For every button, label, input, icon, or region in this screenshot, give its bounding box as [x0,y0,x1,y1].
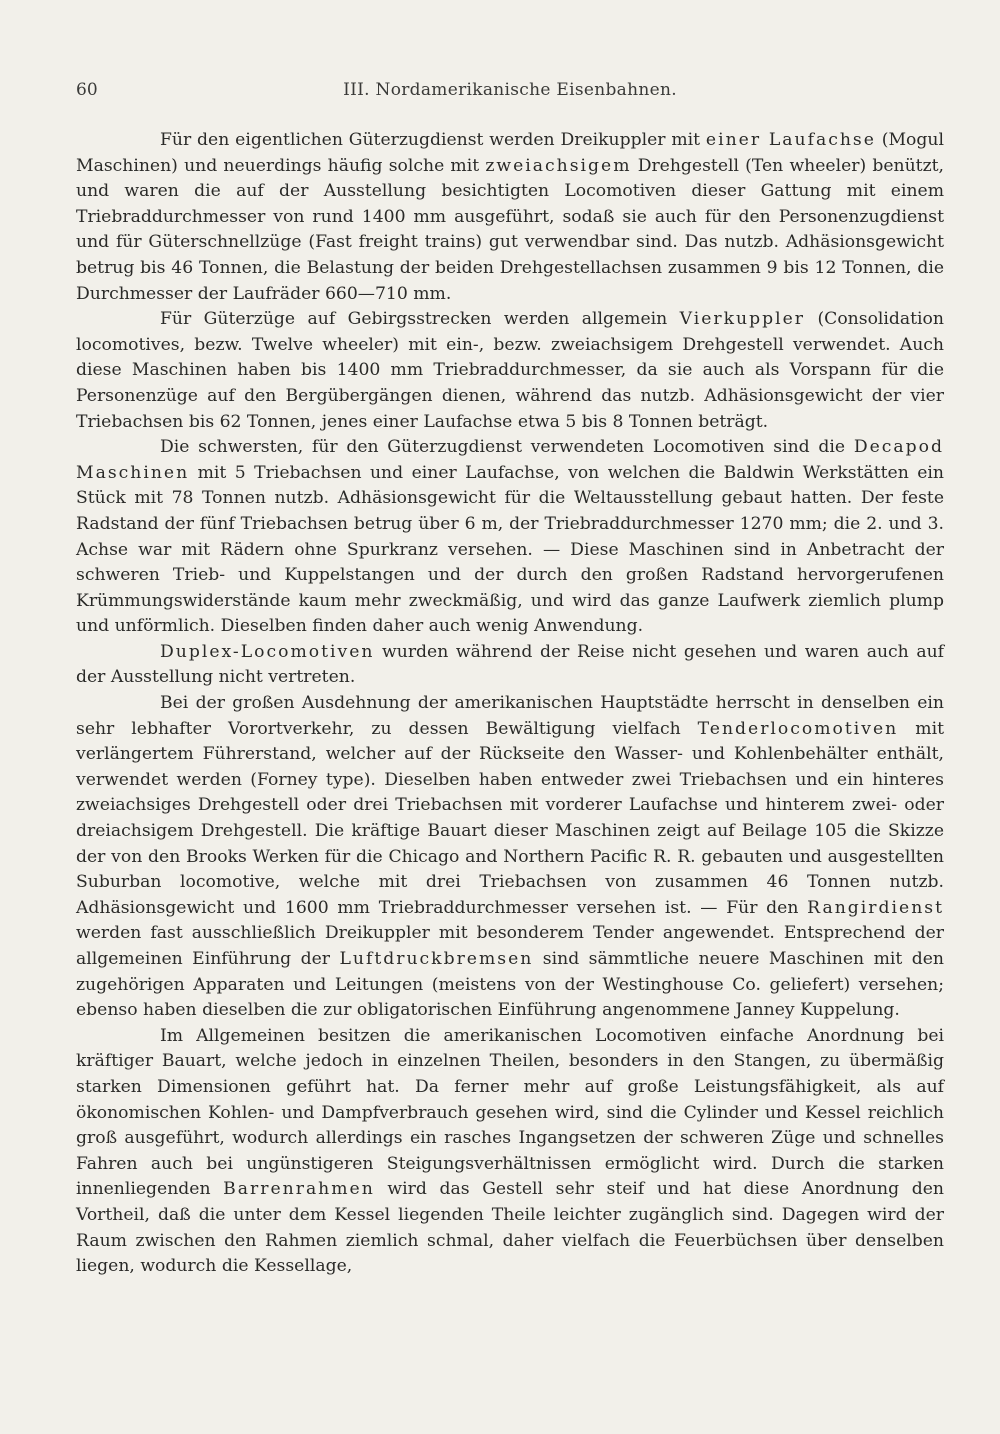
paragraph-3 [76,435,944,640]
text-run: wurden während der Reise nicht gesehen und waren auch auf der Ausstellung nicht vertreten. [76,641,944,688]
running-head: III. Nordamerikanische Eisenbahnen. [343,80,677,100]
text-run: mit verlängertem Führerstand, welcher auf der Rückseite den Wasser- und Kohlenbehälter enthält, verwendet werden (Forney type). Dieselben haben entweder zwei Triebachsen und ein hinteres zweiachsiges Drehgestell oder drei Triebachsen mit vorderer Laufachse und hinterem zwei- oder dreiachsigem Drehgestell. Die kräftige Bauart dieser Maschinen zeigt auf Beilage 105 die Skizze der von den Brooks Werken für die Chicago and Northern Pacific R. R. gebauten und ausgestellten Suburban locomotive, welche mit drei Triebachsen von zusammen 46 Tonnen nutzb. Adhäsionsgewicht und 1600 mm Triebraddurchmesser versehen ist. — Für den [76,718,944,918]
paragraph-1 [76,128,944,307]
emphasis-spaced: Barrenrahmen [223,1179,375,1200]
text-run: wird das Gestell sehr steif und hat diese Anordnung den Vortheil, daß die unter dem Kessel liegenden Theile leichter zugänglich sind. Dagegen wird der Raum zwischen den Rahmen ziemlich schmal, daher vielfach die Feuerbüchsen über denselben liegen, wodurch die Kessellage, [76,1179,944,1277]
emphasis-spaced: Duplex-Locomotiven [160,641,375,662]
paragraph-2 [76,307,944,435]
page-number: 60 [76,80,98,100]
emphasis-spaced: Luftdruckbremsen [339,949,534,969]
page-header [76,80,944,110]
emphasis-spaced: Rangirdienst [807,897,944,918]
text-run: Für den eigentlichen Güterzugdienst werden Dreikuppler mit [160,130,706,150]
emphasis-spaced: einer Laufachse [705,130,876,150]
text-run: Die schwersten, für den Güterzugdienst verwendeten Locomotiven sind die [160,437,854,458]
text-run: sind sämmtliche neuere Maschinen mit den zugehörigen Apparaten und Leitungen (meistens von der Westinghouse Co. geliefert) versehen; ebenso haben dieselben die zur obligatorischen Einführung angenommene Janney Kuppelung. [76,949,944,1021]
text-run: Im Allgemeinen besitzen die amerikanischen Locomotiven einfache Anordnung bei kräftiger Bauart, welche jedoch in einzelnen Theilen, besonders in den Stangen, zu übermäßig starken Dimensionen geführt hat. Da ferner mehr auf große Leistungsfähigkeit, als auf ökonomischen Kohlen- und Dampfverbrauch gesehen wird, sind die Cylinder und Kessel reichlich groß ausgeführt, wodurch allerdings ein rasches Ingangsetzen der schweren Züge und schnelles Fahren auch bei ungünstigeren Steigungsverhältnissen ermöglicht wird. Durch die starken innenliegenden [76,1025,944,1200]
text-run: Bei der großen Ausdehnung der amerikanischen Hauptstädte herrscht in denselben ein sehr lebhafter Vorortverkehr, zu dessen Bewältigung vielfach [76,693,944,739]
paragraph-6 [76,1024,944,1280]
emphasis-spaced: Tenderlocomotiven [697,718,899,739]
paragraph-5 [76,691,944,1024]
text-run: Drehgestell (Ten wheeler) benützt, und waren die auf der Ausstellung besichtigten Locomotiven dieser Gattung mit einem Triebraddurchmesser von rund 1400 mm ausgeführt, sodaß sie auch für den Personenzugdienst und für Güterschnellzüge (Fast freight trains) gut verwendbar sind. Das nutzb. Adhäsionsgewicht betrug bis 46 Tonnen, die Belastung der beiden Drehgestellachsen zusammen 9 bis 12 Tonnen, die Durchmesser der Laufräder 660—710 mm. [76,155,944,304]
paragraph-4 [76,640,944,691]
text-run: Für Güterzüge auf Gebirgsstrecken werden allgemein [160,309,680,330]
emphasis-spaced: Vierkuppler [679,309,806,330]
emphasis-spaced: zweiachsigem [485,155,632,176]
text-run: werden fast ausschließlich Dreikuppler mit besonderem Tender angewendet. Entsprechend der allgemeinen Einführung der [76,923,944,969]
text-run: (Mogul Maschinen) und neuerdings häufig solche mit [76,130,944,176]
body-text [76,128,944,1280]
text-run: (Consolidation locomotives, bezw. Twelve wheeler) mit ein-, bezw. zweiachsigem Drehgestell verwendet. Auch diese Maschinen haben bis 1400 mm Triebraddurchmesser, da sie auch als Vorspann für die Personenzüge auf den Bergübergängen dienen, während das nutzb. Adhäsionsgewicht der vier Triebachsen bis 62 Tonnen, jenes einer Laufachse etwa 5 bis 8 Tonnen beträgt. [76,309,944,432]
text-run: mit 5 Triebachsen und einer Laufachse, von welchen die Baldwin Werkstätten ein Stück mit 78 Tonnen nutzb. Adhäsionsgewicht für die Weltausstellung gebaut hatten. Der feste Radstand der fünf Triebachsen betrug über 6 m, der Triebraddurchmesser 1270 mm; die 2. und 3. Achse war mit Rädern ohne Spurkranz versehen. — Diese Maschinen sind in Anbetracht der schweren Trieb- und Kuppelstangen und der durch den großen Radstand hervorgerufenen Krümmungswiderstände kaum mehr zweckmäßig, und wird das ganze Laufwerk ziemlich plump und unförmlich. Dieselben finden daher auch wenig Anwendung. [76,462,944,637]
emphasis-spaced: Decapod Maschinen [76,437,944,483]
